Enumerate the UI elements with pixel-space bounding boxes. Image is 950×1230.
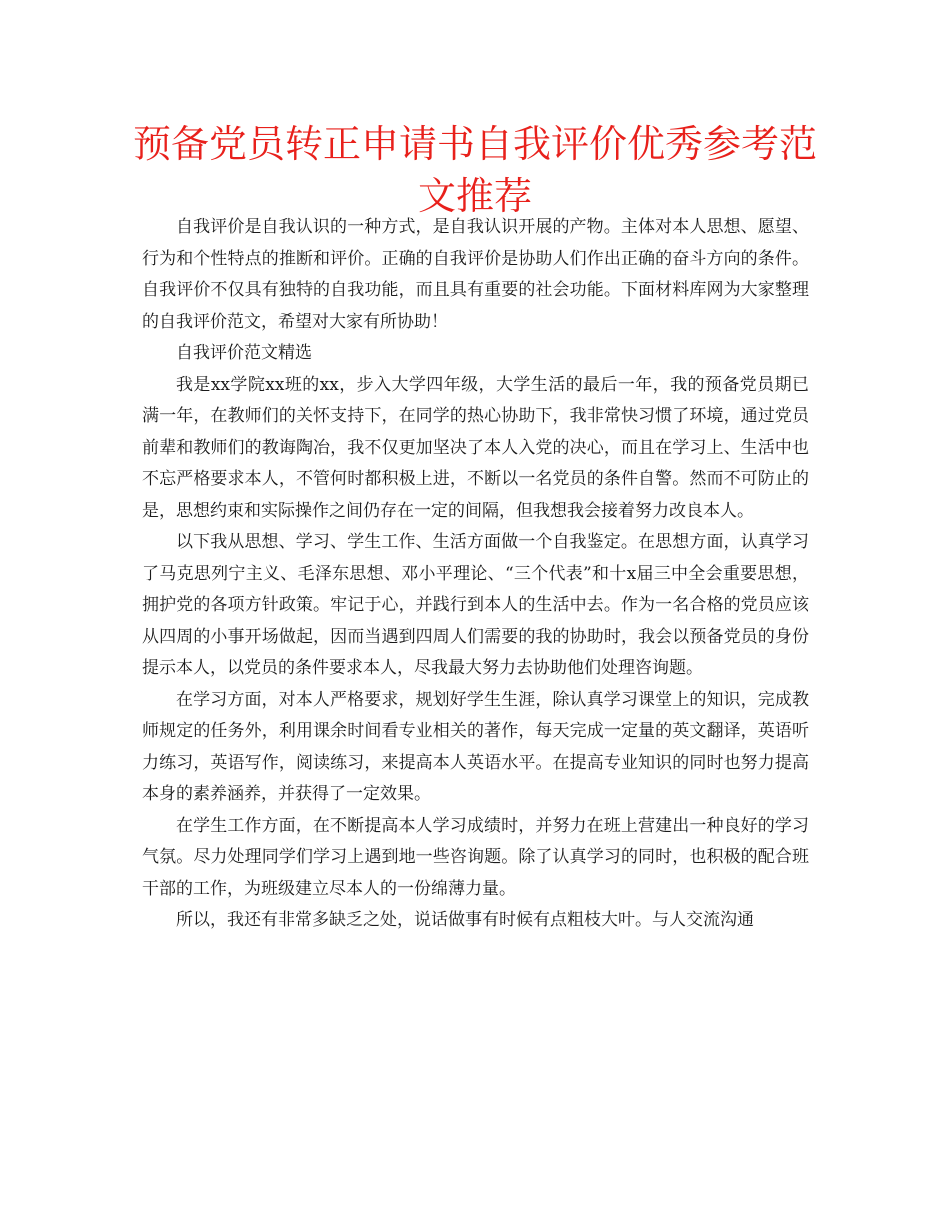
paragraph-shortcomings: 所以，我还有非常多缺乏之处，说话做事有时候有点粗枝大叶。与人交流沟通: [176, 910, 754, 930]
paragraph-thought: 以下我从思想、学习、学生工作、生活方面做一个自我鉴定。在思想方面，认真学习了马克思列宁主义、毛泽东思想、邓小平理论、“三个代表”和十x届三中全会重要思想，拥护党的各项方针政策。牢记于心，并践行到本人的生活中去。作为一名合格的党员应该从四周的小事开场做起，因而当遇到四周人们需要的我的协助时，我会以预备党员的身份提示本人，以党员的条件要求本人，尽我最大努力去协助他们处理咨询题。: [142, 532, 809, 678]
paragraph-self-intro: 我是xx学院xx班的xx，步入大学四年级，大学生活的最后一年，我的预备党员期已满一年，在教师们的关怀支持下，在同学的热心协助下，我非常快习惯了环境，通过党员前辈和教师们的教诲陶冶，我不仅更加坚决了本人入党的决心，而且在学习上、生活中也不忘严格要求本人，不管何时都积极上进，不断以一名党员的条件自警。然而不可防止的是，思想约束和实际操作之间仍存在一定的间隔，但我想我会接着努力改良本人。: [142, 374, 809, 521]
paragraph-study: 在学习方面，对本人严格要求，规划好学生生涯，除认真学习课堂上的知识，完成教师规定的任务外，利用课余时间看专业相关的著作，每天完成一定量的英文翻译，英语听力练习，英语写作，阅读练习，来提高本人英语水平。在提高专业知识的同时也努力提高本身的素养涵养，并获得了一定效果。: [142, 689, 809, 804]
title-line-2: 文推荐: [417, 174, 532, 218]
paragraph-intro: 自我评价是自我认识的一种方式，是自我认识开展的产物。主体对本人思想、愿望、行为和个性特点的推断和评价。正确的自我评价是协助人们作出正确的奋斗方向的条件。自我评价不仅具有独特的自我功能，而且具有重要的社会功能。下面材料库网为大家整理的自我评价范文，希望对大家有所协助！: [142, 217, 809, 332]
document-title: [130, 118, 820, 222]
paragraph-student-work: 在学生工作方面，在不断提高本人学习成绩时，并努力在班上营建出一种良好的学习气氛。尽力处理同学们学习上遇到地一些咨询题。除了认真学习的同时，也积极的配合班干部的工作，为班级建立尽本人的一份绵薄力量。: [142, 815, 809, 899]
document-body: [142, 212, 809, 937]
title-line-1: 预备党员转正申请书自我评价优秀参考范: [132, 122, 817, 166]
section-heading: 自我评价范文精选: [176, 343, 312, 363]
